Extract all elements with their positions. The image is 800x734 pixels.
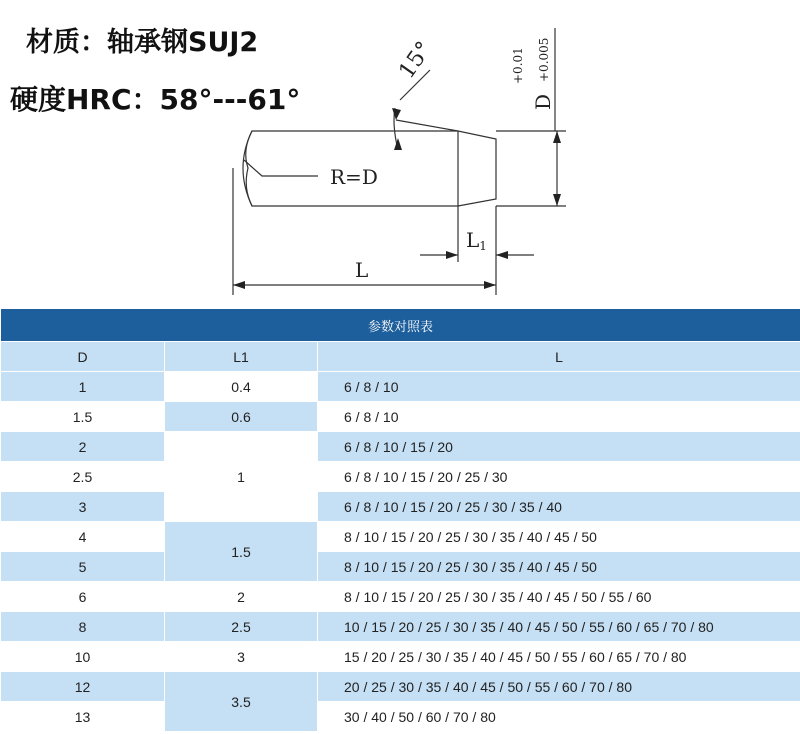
cell-d: 2 <box>1 432 165 462</box>
cell-d: 8 <box>1 612 165 642</box>
cell-l1: 3 <box>165 642 318 672</box>
cell-l: 8 / 10 / 15 / 20 / 25 / 30 / 35 / 40 / 45 / 50 / 55 / 60 <box>318 582 800 612</box>
d-arrow-top <box>553 131 561 143</box>
table-row <box>1 462 800 492</box>
cell-l1: 2.5 <box>165 612 318 642</box>
cell-l: 30 / 40 / 50 / 60 / 70 / 80 <box>318 702 800 732</box>
table-row <box>1 432 800 462</box>
cell-d: 13 <box>1 702 165 732</box>
pin-technical-drawing <box>0 0 800 305</box>
radius-label: R=D <box>330 165 378 189</box>
angle-label: 15° <box>394 37 438 84</box>
l1-arrow-left <box>446 251 458 259</box>
cell-l: 6 / 8 / 10 / 15 / 20 <box>318 432 800 462</box>
cell-l1: 3.5 <box>165 672 318 732</box>
diameter-label: D <box>531 93 555 110</box>
cell-l: 6 / 8 / 10 <box>318 402 800 432</box>
cell-d: 2.5 <box>1 462 165 492</box>
table-title: 参数对照表 <box>1 309 800 342</box>
l1-arrow-right <box>496 251 508 259</box>
reference-table <box>0 308 800 732</box>
l1-label: L1 <box>466 228 487 253</box>
cell-l: 8 / 10 / 15 / 20 / 25 / 30 / 35 / 40 / 45 / 50 <box>318 552 800 582</box>
cell-l1: 1 <box>165 432 318 522</box>
cell-l: 8 / 10 / 15 / 20 / 25 / 30 / 35 / 40 / 45 / 50 <box>318 522 800 552</box>
table-row <box>1 642 800 672</box>
table-row <box>1 372 800 402</box>
l-label: L <box>355 258 369 282</box>
header-l: L <box>318 342 800 372</box>
table-row <box>1 402 800 432</box>
cell-d: 4 <box>1 522 165 552</box>
cell-l: 20 / 25 / 30 / 35 / 40 / 45 / 50 / 55 / 60 / 70 / 80 <box>318 672 800 702</box>
angle-arrow-bottom <box>394 138 402 150</box>
cell-l: 10 / 15 / 20 / 25 / 30 / 35 / 40 / 45 / 50 / 55 / 60 / 65 / 70 / 80 <box>318 612 800 642</box>
cell-l1: 1.5 <box>165 522 318 582</box>
tolerance-lower: +0.005 <box>537 37 551 82</box>
cell-l1: 0.4 <box>165 372 318 402</box>
radius-leader <box>244 160 318 176</box>
table-row <box>1 522 800 552</box>
cell-d: 12 <box>1 672 165 702</box>
table-row <box>1 552 800 582</box>
material-spec: 材质：轴承钢SUJ2 <box>26 27 259 58</box>
cell-l: 6 / 8 / 10 / 15 / 20 / 25 / 30 <box>318 462 800 492</box>
d-arrow-bottom <box>553 194 561 206</box>
cell-l: 6 / 8 / 10 <box>318 372 800 402</box>
angle-arrow-top <box>392 108 401 120</box>
table-row <box>1 492 800 522</box>
hardness-spec: 硬度HRC：58°---61° <box>10 83 301 116</box>
header-d: D <box>1 342 165 372</box>
cell-d: 6 <box>1 582 165 612</box>
cell-d: 3 <box>1 492 165 522</box>
pin-rounded-end <box>246 131 252 206</box>
table-row <box>1 702 800 732</box>
cell-l: 15 / 20 / 25 / 30 / 35 / 40 / 45 / 50 / 55 / 60 / 65 / 70 / 80 <box>318 642 800 672</box>
cell-d: 10 <box>1 642 165 672</box>
cell-d: 1 <box>1 372 165 402</box>
cell-l1: 2 <box>165 582 318 612</box>
angle-line-1 <box>396 120 458 131</box>
cell-l: 6 / 8 / 10 / 15 / 20 / 25 / 30 / 35 / 40 <box>318 492 800 522</box>
cell-d: 1.5 <box>1 402 165 432</box>
table-row <box>1 672 800 702</box>
table-row <box>1 582 800 612</box>
header-l1: L1 <box>165 342 318 372</box>
tolerance-upper: +0.01 <box>511 47 525 84</box>
l-arrow-left <box>233 281 245 289</box>
cell-l1: 0.6 <box>165 402 318 432</box>
l-arrow-right <box>484 281 496 289</box>
table-row <box>1 612 800 642</box>
cell-d: 5 <box>1 552 165 582</box>
